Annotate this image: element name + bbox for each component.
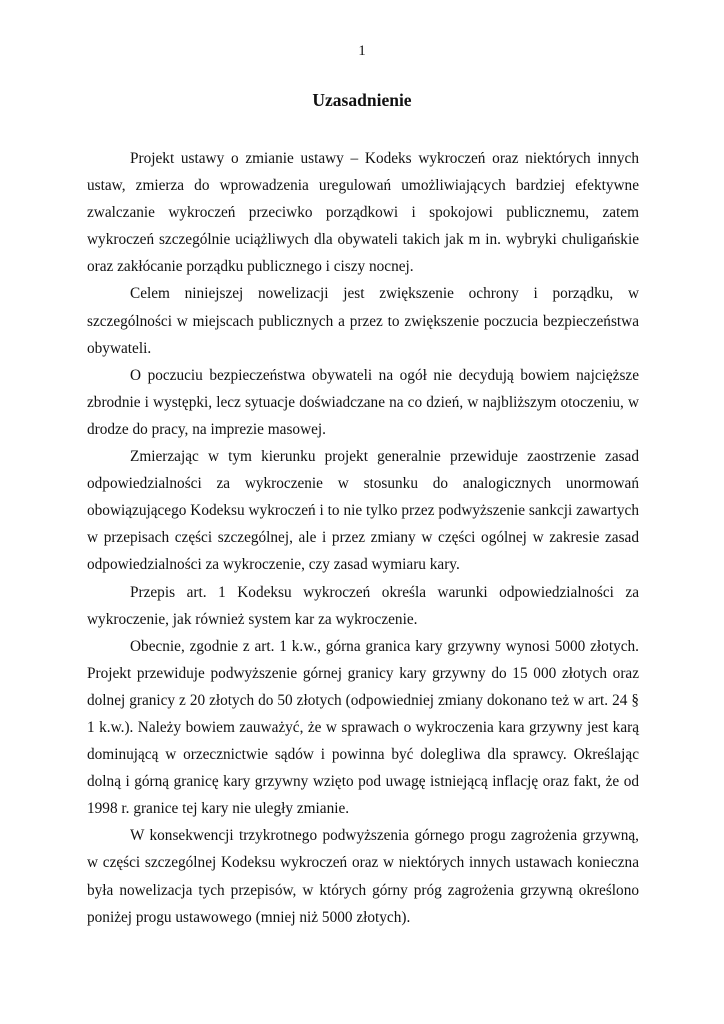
paragraph-7: W konsekwencji trzykrotnego podwyższenia górnego progu zagrożenia grzywną, w części szczególnej Kodeksu wykroczeń oraz w niektórych innych ustawach konieczna była nowelizacja tych przepisów, w których górny próg zagrożenia grzywną określono poniżej progu ustawowego (mniej niż 5000 złotych). [87,827,639,926]
paragraph-3: O poczuciu bezpieczeństwa obywateli na ogół nie decydują bowiem najcięższe zbrodnie i występki, lecz sytuacje doświadczane na co dzień, w najbliższym otoczeniu, w drodze do pracy, na imprezie masowej. [87,366,639,438]
document-body [87,145,639,931]
page-number: 1 [358,43,366,59]
paragraph-2: Celem niniejszej nowelizacji jest zwiększenie ochrony i porządku, w szczególności w miejscach publicznych a przez to zwiększenie poczucia bezpieczeństwa obywateli. [87,285,639,357]
paragraph-4: Zmierzając w tym kierunku projekt generalnie przewiduje zaostrzenie zasad odpowiedzialności za wykroczenie w stosunku do analogicznych unormowań obowiązującego Kodeksu wykroczeń i to nie tylko przez podwyższenie sankcji zawartych w przepisach części szczególnej, ale i przez zmiany w części ogólnej w zakresie zasad odpowiedzialności za wykroczenie, czy zasad wymiaru kary. [87,448,639,574]
paragraph-6: Obecnie, zgodnie z art. 1 k.w., górna granica kary grzywny wynosi 5000 złotych. Projekt przewiduje podwyższenie górnej granicy kary grzywny do 15 000 złotych oraz dolnej granicy z 20 złotych do 50 złotych (odpowiedniej zmiany dokonano też w art. 24 § 1 k.w.). Należy bowiem zauważyć, że w sprawach o wykroczenia kara grzywny jest karą dominującą w orzecznictwie sądów i powinna być dolegliwa dla sprawcy. Określając dolną i górną granicę kary grzywny wzięto pod uwagę istniejącą inflację oraz fakt, że od 1998 r. granice tej kary nie uległy zmianie. [87,637,639,818]
paragraph-5: Przepis art. 1 Kodeksu wykroczeń określa warunki odpowiedzialności za wykroczenie, jak również system kar za wykroczenie. [87,583,639,628]
paragraph-1: Projekt ustawy o zmianie ustawy – Kodeks wykroczeń oraz niektórych innych ustaw, zmierza do wprowadzenia uregulowań umożliwiających bardziej efektywne zwalczanie wykroczeń przeciwko porządkowi i spokojowi publicznemu, zatem wykroczeń szczególnie uciążliwych dla obywateli takich jak m in. wybryki chuligańskie oraz zakłócanie porządku publicznego i ciszy nocnej. [87,150,639,276]
document-title: Uzasadnienie [312,90,412,110]
